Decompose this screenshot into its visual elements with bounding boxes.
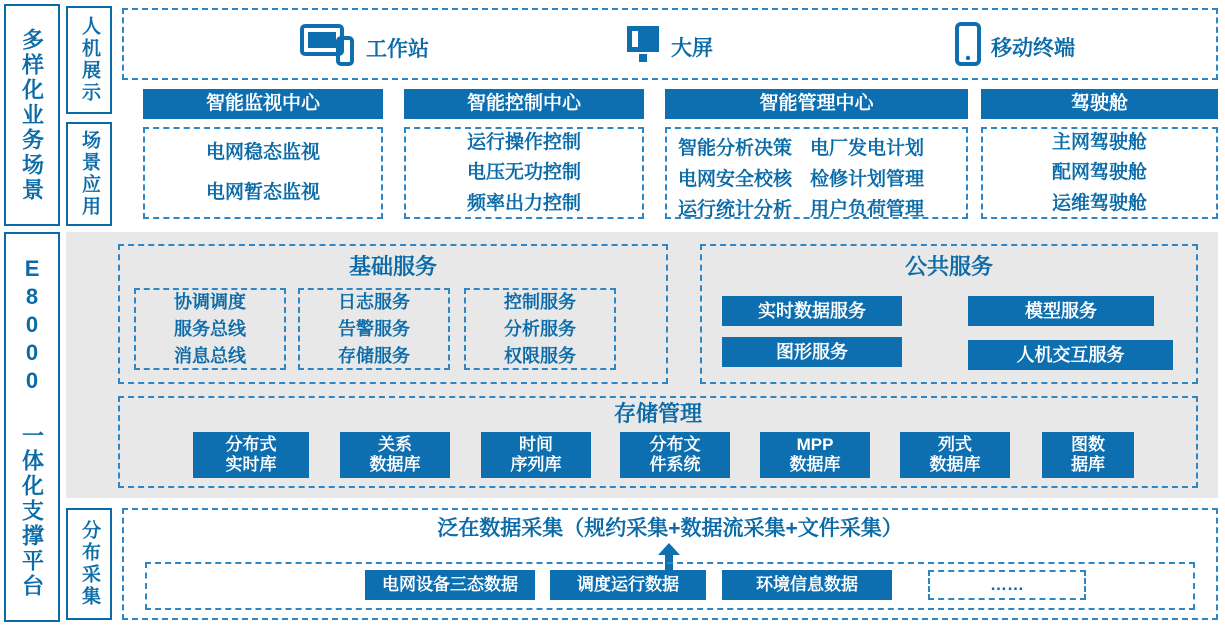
device-workstation — [300, 24, 429, 71]
center-items-cockpit — [981, 127, 1218, 219]
device-large-screen — [625, 24, 713, 69]
collection-source-placeholder-label: …… — [990, 575, 1024, 594]
storage-item-line: 数据库 — [789, 455, 841, 474]
row-label-hmi: 人机展示 — [78, 16, 100, 104]
row-label-collection: 分布采集 — [78, 520, 100, 608]
storage-item-line: 图数 — [1071, 435, 1105, 455]
center-item: 运维驾驶舱 — [1051, 192, 1147, 214]
storage-item-relational-db[interactable] — [340, 432, 450, 478]
storage-item-distributed-realtime[interactable] — [193, 432, 309, 478]
storage-item-line: 实时库 — [225, 455, 277, 474]
public-service-realtime-data[interactable]: 实时数据服务 — [722, 296, 902, 326]
center-item: 运行统计分析 — [678, 199, 793, 221]
center-title-management[interactable]: 智能管理中心 — [665, 89, 968, 119]
storage-item-mpp-db[interactable] — [760, 432, 870, 478]
storage-item-columnar-db[interactable] — [900, 432, 1010, 478]
left-label-platform: E8000 一体化支撑平台 — [19, 255, 45, 599]
device-mobile-terminal — [955, 22, 1075, 71]
center-title-control[interactable]: 智能控制中心 — [404, 89, 644, 119]
collection-title: 泛在数据采集（规约采集+数据流采集+文件采集） — [437, 516, 903, 540]
center-item: 配网驾驶舱 — [1051, 162, 1147, 184]
basic-services-group-3-items — [464, 288, 616, 370]
collection-source-environment-info[interactable]: 环境信息数据 — [722, 570, 892, 600]
row-label-scenario: 场景应用 — [78, 130, 100, 218]
center-item: 电厂发电计划 — [810, 138, 925, 159]
center-items-management-col1 — [678, 136, 818, 223]
center-title-cockpit[interactable]: 驾驶舱 — [981, 89, 1218, 119]
center-item: 智能分析决策 — [678, 138, 793, 159]
center-item: 运行操作控制 — [466, 131, 581, 153]
center-item: 频率出力控制 — [466, 192, 581, 214]
service-item: 告警服务 — [338, 318, 410, 339]
storage-item-line: 关系 — [378, 435, 412, 455]
storage-item-line: MPP — [796, 435, 834, 455]
service-item: 日志服务 — [338, 291, 410, 312]
center-items-control — [404, 127, 644, 219]
storage-item-timeseries-db[interactable] — [481, 432, 591, 478]
center-item: 主网驾驶舱 — [1051, 131, 1147, 153]
center-item: 电压无功控制 — [466, 162, 581, 184]
service-item: 分析服务 — [504, 318, 576, 339]
storage-item-line: 分布文 — [649, 435, 701, 455]
storage-item-line: 件系统 — [649, 455, 701, 474]
service-item: 服务总线 — [174, 318, 246, 339]
storage-item-line: 时间 — [519, 435, 553, 455]
workstation-icon — [300, 24, 356, 71]
center-item: 电网安全校核 — [678, 168, 793, 190]
public-service-model[interactable]: 模型服务 — [968, 296, 1154, 326]
service-item: 控制服务 — [504, 291, 576, 312]
device-workstation-label: 工作站 — [366, 37, 429, 61]
collection-source-dispatch-operation[interactable]: 调度运行数据 — [550, 570, 706, 600]
storage-item-line: 据库 — [1071, 455, 1105, 474]
service-item: 权限服务 — [504, 346, 576, 367]
basic-services-group-1-items — [134, 288, 286, 370]
public-service-graphics[interactable]: 图形服务 — [722, 337, 902, 367]
storage-item-line: 数据库 — [369, 455, 421, 474]
center-item: 用户负荷管理 — [810, 199, 925, 221]
collection-source-grid-equipment[interactable]: 电网设备三态数据 — [365, 570, 535, 600]
storage-item-distributed-filesystem[interactable] — [620, 432, 730, 478]
storage-item-line: 数据库 — [929, 455, 981, 474]
device-mobile-terminal-label: 移动终端 — [991, 36, 1075, 60]
service-item: 存储服务 — [338, 346, 410, 367]
center-items-monitor — [143, 127, 383, 219]
public-service-hmi-interaction[interactable]: 人机交互服务 — [968, 340, 1173, 370]
center-items-management-col2 — [810, 136, 955, 223]
public-services-title: 公共服务 — [904, 254, 993, 280]
storage-item-graph-db[interactable] — [1042, 432, 1134, 478]
center-item: 电网稳态监视 — [205, 142, 320, 164]
service-item: 消息总线 — [174, 346, 246, 367]
large-screen-icon — [625, 24, 661, 69]
left-label-business: 多样化业务场景 — [19, 27, 45, 203]
service-item: 协调调度 — [174, 291, 246, 312]
storage-management-title: 存储管理 — [613, 401, 702, 427]
storage-item-line: 列式 — [938, 435, 972, 455]
storage-item-line: 序列库 — [510, 455, 562, 474]
basic-services-title: 基础服务 — [348, 254, 437, 280]
device-large-screen-label: 大屏 — [671, 36, 713, 60]
basic-services-group-2-items — [298, 288, 450, 370]
center-item: 电网暂态监视 — [205, 182, 320, 203]
mobile-terminal-icon — [955, 22, 981, 71]
center-title-monitor[interactable]: 智能监视中心 — [143, 89, 383, 119]
collection-source-placeholder — [928, 570, 1086, 600]
center-item: 检修计划管理 — [810, 168, 925, 190]
storage-item-line: 分布式 — [225, 435, 277, 455]
